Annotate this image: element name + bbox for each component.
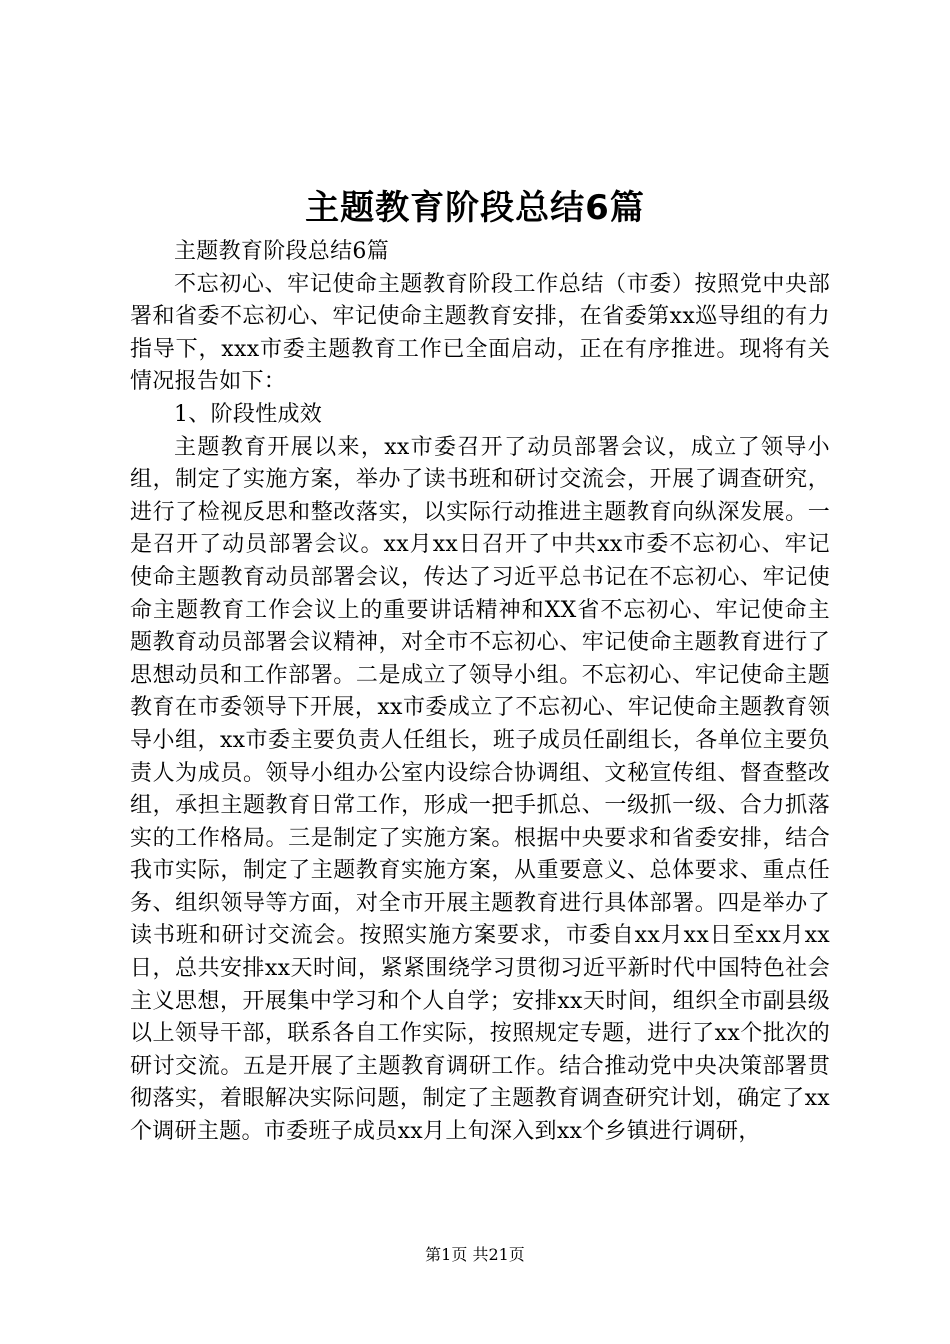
document-title: 主题教育阶段总结6篇: [305, 188, 645, 228]
content-paragraph: 主题教育开展以来，xx市委召开了动员部署会议，成立了领导小组，制定了实施方案，举办了读书班和研讨交流会，开展了调查研究，进行了检视反思和整改落实，以实际行动推进主题教育向纵深发展。一是召开了动员部署会议。xx月xx日召开了中共xx市委不忘初心、牢记使命主题教育动员部署会议，传达了习近平总书记在不忘初心、牢记使命主题教育工作会议上的重要讲话精神和XX省不忘初心、牢记使命主题教育动员部署会议精神，对全市不忘初心、牢记使命主题教育进行了思想动员和工作部署。二是成立了领导小组。不忘初心、牢记使命主题教育在市委领导下开展，xx市委成立了不忘初心、牢记使命主题教育领导小组，xx市委主要负责人任组长，班子成员任副组长，各单位主要负责人为成员。领导小组办公室内设综合协调组、文秘宣传组、督查整改组，承担主题教育日常工作，形成一把手抓总、一级抓一级、合力抓落实的工作格局。三是制定了实施方案。根据中央要求和省委安排，结合我市实际，制定了主题教育实施方案，从重要意义、总体要求、重点任务、组织领导等方面，对全市开展主题教育进行具体部署。四是举办了读书班和研讨交流会。按照实施方案要求，市委自xx月xx日至xx月xx日，总共安排xx天时间，紧紧围绕学习贯彻习近平新时代中国特色社会主义思想，开展集中学习和个人自学；安排xx天时间，组织全市副县级以上领导干部，联系各自工作实际，按照规定专题，进行了xx个批次的研讨交流。五是开展了主题教育调研工作。结合推动党中央决策部署贯彻落实，着眼解决实际问题，制定了主题教育调查研究计划，确定了xx个调研主题。市委班子成员xx月上旬深入到xx个乡镇进行调研，: [130, 434, 830, 1145]
page-number-footer: 第1页 共21页: [425, 1245, 525, 1264]
intro-paragraph: 不忘初心、牢记使命主题教育阶段工作总结（市委）按照党中央部署和省委不忘初心、牢记使命主题教育安排，在省委第xx巡导组的有力指导下，xxx市委主题教育工作已全面启动，正在有序推进。现将有关情况报告如下：: [130, 271, 830, 395]
document-body: [130, 236, 830, 1149]
subtitle-paragraph: 主题教育阶段总结6篇: [174, 239, 389, 264]
section-heading: 1、阶段性成效: [174, 401, 323, 427]
